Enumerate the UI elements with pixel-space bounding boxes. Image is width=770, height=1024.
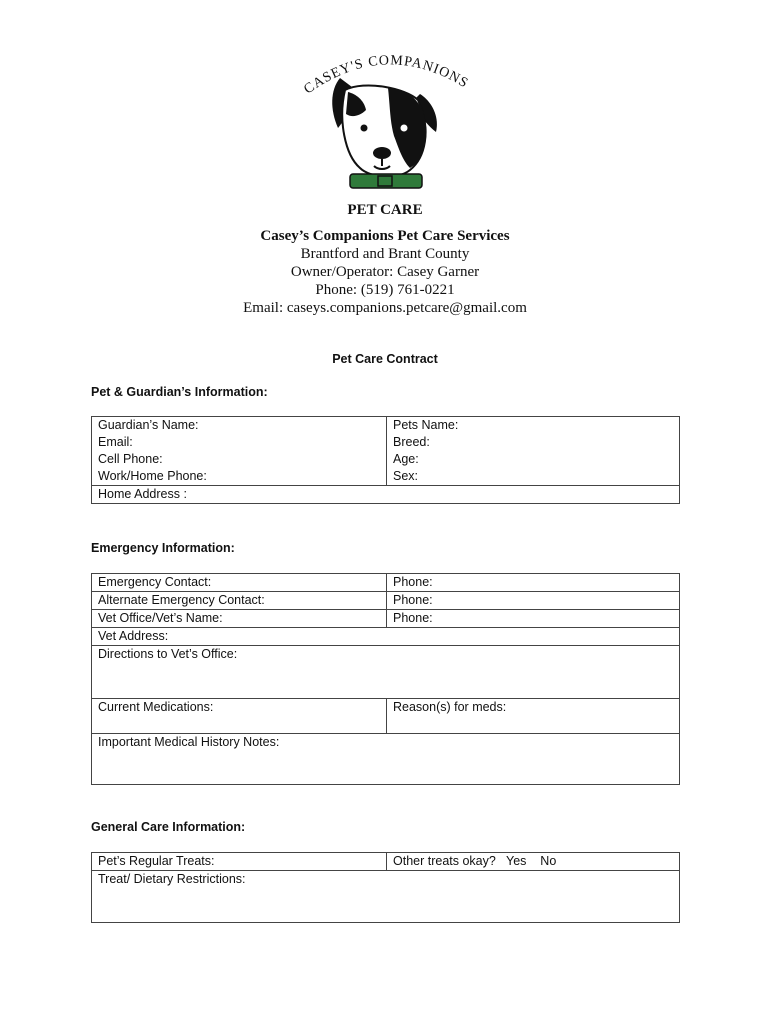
alt-contact-phone-field[interactable]: Phone: [387, 592, 680, 610]
cell-phone-field[interactable]: Cell Phone: [92, 451, 387, 468]
sex-field[interactable]: Sex: [387, 468, 680, 486]
other-treats-field[interactable]: Other treats okay? Yes No [387, 853, 680, 871]
contract-title: Pet Care Contract [332, 352, 438, 366]
home-address-field[interactable]: Home Address : [92, 486, 680, 504]
company-name: Casey’s Companions Pet Care Services [260, 228, 510, 244]
work-phone-field[interactable]: Work/Home Phone: [92, 468, 387, 486]
medications-field[interactable]: Current Medications: [92, 699, 387, 734]
logo-subtitle: PET CARE [347, 202, 423, 218]
age-field[interactable]: Age: [387, 451, 680, 468]
medical-history-field[interactable]: Important Medical History Notes: [92, 734, 680, 785]
email-field[interactable]: Email: [92, 434, 387, 451]
caseys-companions-logo [290, 50, 480, 220]
regular-treats-field[interactable]: Pet’s Regular Treats: [92, 853, 387, 871]
guardian-name-field[interactable]: Guardian’s Name: [92, 417, 387, 435]
general-section-title: General Care Information: [91, 820, 246, 834]
emergency-contact-field[interactable]: Emergency Contact: [92, 574, 387, 592]
nose-shape [373, 147, 391, 159]
company-info [0, 227, 770, 317]
guardian-table [91, 416, 680, 504]
vet-directions-field[interactable]: Directions to Vet’s Office: [92, 646, 680, 699]
alt-contact-field[interactable]: Alternate Emergency Contact: [92, 592, 387, 610]
company-email: Email: caseys.companions.petcare@gmail.com [243, 300, 527, 316]
dietary-restrictions-field[interactable]: Treat/ Dietary Restrictions: [92, 871, 680, 923]
vet-phone-field[interactable]: Phone: [387, 610, 680, 628]
emergency-contact-phone-field[interactable]: Phone: [387, 574, 680, 592]
emergency-section-title: Emergency Information: [91, 541, 235, 555]
pet-name-field[interactable]: Pets Name: [387, 417, 680, 435]
company-owner: Owner/Operator: Casey Garner [290, 264, 480, 280]
vet-name-field[interactable]: Vet Office/Vet’s Name: [92, 610, 387, 628]
vet-address-field[interactable]: Vet Address: [92, 628, 680, 646]
company-phone: Phone: (519) 761-0221 [315, 282, 455, 298]
logo-arc-text: CASEY'S COMPANIONS [301, 53, 471, 98]
company-region: Brantford and Brant County [300, 246, 470, 262]
emergency-table [91, 573, 680, 785]
med-reasons-field[interactable]: Reason(s) for meds: [387, 699, 680, 734]
general-table [91, 852, 680, 923]
guardian-section-title: Pet & Guardian’s Information: [91, 385, 268, 399]
breed-field[interactable]: Breed: [387, 434, 680, 451]
